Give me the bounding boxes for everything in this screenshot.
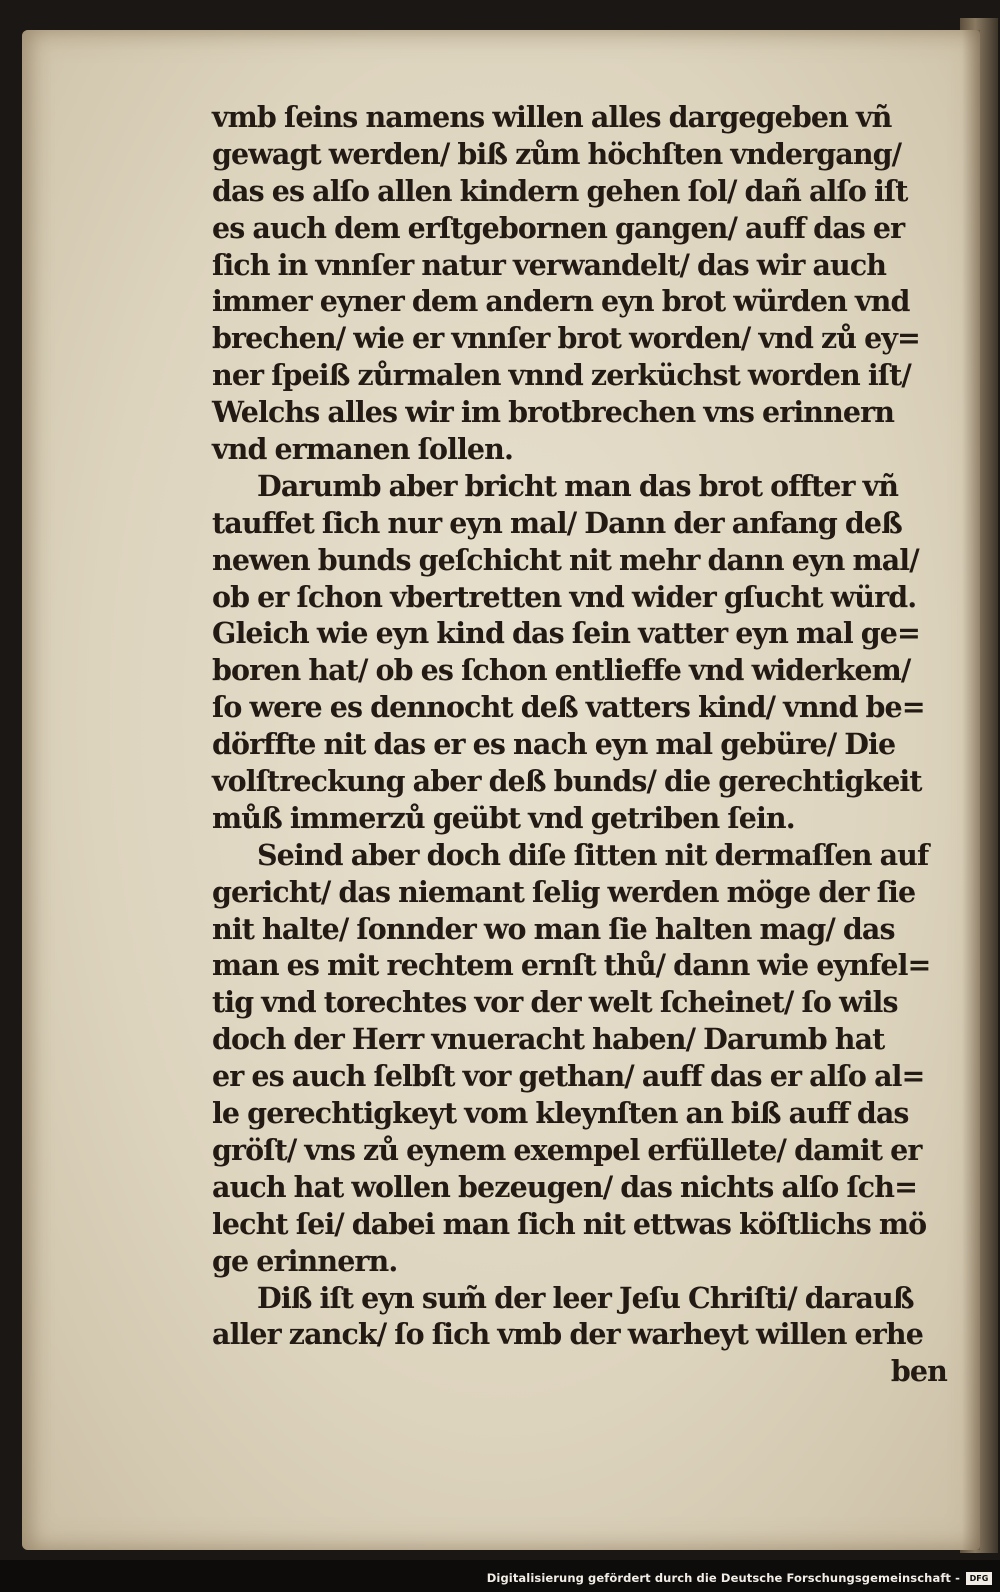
paragraph-start-line: Diß iſt eyn sum̃ der leer Jeſu Chriſti/ darauß bbox=[257, 1280, 914, 1315]
text-line: gericht/ das niemant ſelig werden möge der ſie bbox=[212, 874, 916, 909]
text-line: ge erinnern. bbox=[212, 1243, 398, 1278]
footer-credit: Digitalisierung gefördert durch die Deutsche Forschungsgemeinschaft - bbox=[486, 1571, 960, 1585]
paragraph-start-line: Darumb aber bricht man das brot offter vñ bbox=[257, 468, 899, 503]
text-line: nit halte/ ſonnder wo man ſie halten mag/ das bbox=[212, 911, 895, 946]
text-line: newen bunds geſchicht nit mehr dann eyn mal/ bbox=[212, 542, 919, 577]
text-line: aller zanck/ ſo ſich vmb der warheyt willen erhe bbox=[212, 1317, 923, 1352]
text-line: Gleich wie eyn kind das ſein vatter eyn mal ge= bbox=[212, 616, 921, 651]
text-line: vnd ermanen ſollen. bbox=[212, 432, 513, 467]
text-line: brechen/ wie er vnnſer brot worden/ vnd zů ey= bbox=[212, 321, 920, 356]
text-line: auch hat wollen bezeugen/ das nichts alſo ſch= bbox=[212, 1169, 918, 1204]
paragraph-start-line: Seind aber doch diſe ſitten nit dermaſſen auf bbox=[257, 837, 929, 872]
text-line: doch der Herr vnueracht haben/ Darumb hat bbox=[212, 1022, 885, 1057]
page-text bbox=[212, 99, 947, 1399]
text-line: tauffet ſich nur eyn mal/ Dann der anfang deß bbox=[212, 505, 902, 540]
text-line: tig vnd torechtes vor der welt ſcheinet/ ſo wils bbox=[212, 985, 898, 1020]
text-line: lecht ſei/ dabei man ſich nit ettwas köſtlichs mö bbox=[212, 1206, 927, 1241]
text-line: vmb ſeins namens willen alles dargegeben vñ bbox=[212, 100, 892, 134]
text-line: ſo were es dennocht deß vatters kind/ vnnd be= bbox=[212, 690, 925, 725]
text-line: man es mit rechtem ernſt thů/ dann wie eynfel= bbox=[212, 948, 931, 983]
catchword: ben bbox=[890, 1354, 947, 1389]
text-line: volſtreckung aber deß bunds/ die gerechtigkeit bbox=[212, 764, 922, 799]
text-line: es auch dem erſtgebornen gangen/ auff das er bbox=[212, 210, 905, 245]
text-line: ob er ſchon vbertretten vnd wider gſucht würd. bbox=[212, 579, 917, 614]
digitization-footer bbox=[0, 1560, 1000, 1592]
text-line: immer eyner dem andern eyn brot würden vnd bbox=[212, 284, 910, 319]
text-line: gewagt werden/ biß zům höchſten vndergang/ bbox=[212, 136, 902, 171]
text-line: ner ſpeiß zůrmalen vnnd zerküchst worden iſt/ bbox=[212, 358, 911, 393]
page-shadow-edge bbox=[962, 30, 980, 1550]
text-line: můß immerzů geübt vnd getriben ſein. bbox=[212, 800, 795, 835]
text-line: gröſt/ vns zů eynem exempel erfüllete/ damit er bbox=[212, 1132, 922, 1167]
text-line: er es auch ſelbſt vor gethan/ auff das er alſo al= bbox=[212, 1059, 925, 1094]
text-line: dörffte nit das er es nach eyn mal gebüre/ Die bbox=[212, 727, 896, 762]
text-line: le gerechtigkeyt vom kleynſten an biß auff das bbox=[212, 1096, 909, 1131]
text-line: boren hat/ ob es ſchon entlieffe vnd widerkem/ bbox=[212, 653, 911, 688]
text-line: das es alſo allen kindern gehen ſol/ dañ alſo iſt bbox=[212, 173, 908, 208]
text-line: ſich in vnnſer natur verwandelt/ das wir auch bbox=[212, 247, 887, 282]
text-line: Welchs alles wir im brotbrechen vns erinnern bbox=[212, 395, 895, 430]
dfg-logo: DFG bbox=[966, 1572, 992, 1585]
